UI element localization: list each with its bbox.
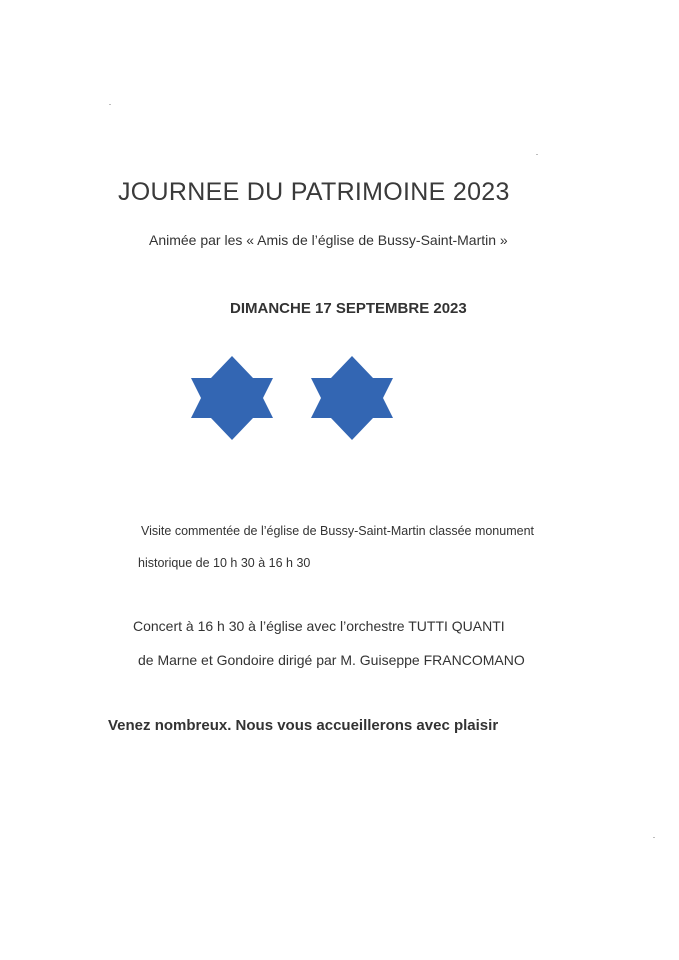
event-date: DIMANCHE 17 SEPTEMBRE 2023 bbox=[230, 300, 467, 317]
visit-description-line-1: Visite commentée de l’église de Bussy-Saint-Martin classée monument bbox=[141, 524, 535, 538]
flyer-subtitle: Animée par les « Amis de l’église de Bussy-Saint-Martin » bbox=[149, 232, 508, 248]
scan-speck bbox=[653, 837, 655, 838]
closing-invitation: Venez nombreux. Nous vous accueillerons avec plaisir bbox=[108, 717, 499, 734]
visit-description-line-2: historique de 10 h 30 à 16 h 30 bbox=[138, 556, 311, 570]
scan-speck bbox=[109, 104, 111, 105]
scan-speck bbox=[536, 154, 538, 155]
star-of-david-icon bbox=[309, 354, 395, 442]
concert-description-line-2: de Marne et Gondoire dirigé par M. Guiseppe FRANCOMANO bbox=[138, 652, 525, 668]
flyer-title: JOURNEE DU PATRIMOINE 2023 bbox=[118, 178, 510, 206]
star-of-david-icon bbox=[189, 354, 275, 442]
concert-description-line-1: Concert à 16 h 30 à l’église avec l’orchestre TUTTI QUANTI bbox=[133, 618, 505, 634]
